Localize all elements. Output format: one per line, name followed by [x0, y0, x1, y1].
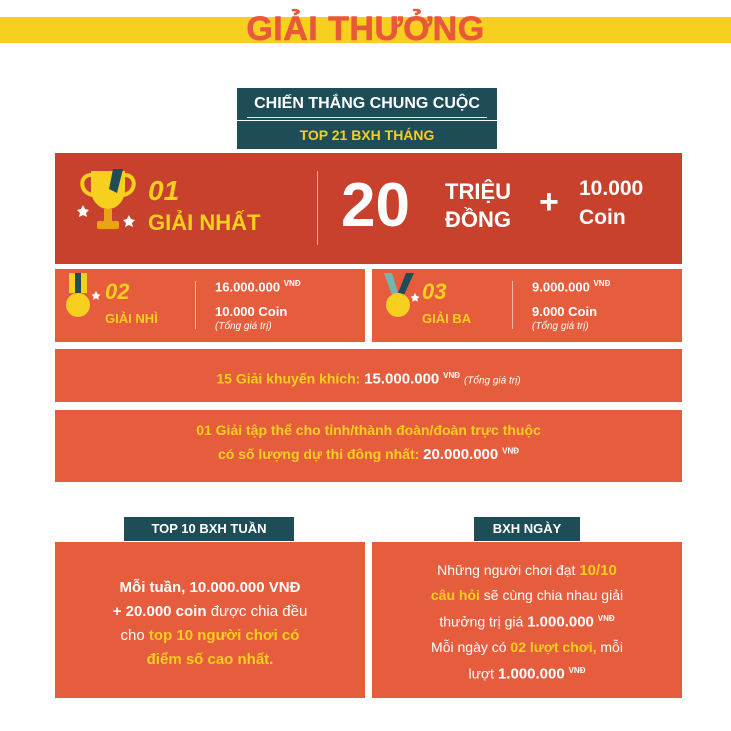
medal-icon: [63, 273, 103, 325]
group-prize-line1: 01 Giải tập thể cho tỉnh/thành đoàn/đoàn trực thuộc: [196, 422, 541, 438]
weekly-text: [55, 576, 365, 672]
third-prize-money: [532, 279, 610, 294]
weekly-line4: [55, 648, 365, 672]
currency-label: VNĐ: [283, 279, 301, 288]
text-fragment: Mỗi tuần,: [119, 579, 186, 596]
third-prize-name: GIẢI BA: [422, 311, 472, 326]
second-prize-number: 02: [105, 279, 130, 304]
second-prize-money: [215, 279, 301, 294]
second-prize-coin: 10.000 Coin: [215, 304, 288, 319]
weekly-highlight: top 10 người chơi có: [148, 627, 300, 644]
weekly-amount: 10.000.000 VNĐ: [189, 579, 301, 596]
third-prize-coin: 9.000 Coin: [532, 304, 598, 319]
trophy-icon: [73, 165, 143, 239]
daily-line5: [372, 659, 682, 687]
header-line1: CHIẾN THẮNG CHUNG CUỘC: [254, 95, 480, 112]
header-rule: [247, 117, 487, 118]
daily-card: [372, 542, 682, 698]
medal-icon: [380, 273, 420, 325]
daily-line1: [372, 558, 682, 583]
plus-sign: +: [539, 183, 559, 221]
group-prize-label: có số lượng dự thi đông nhất:: [217, 446, 420, 462]
tab-daily: BXH NGÀY: [474, 517, 580, 541]
divider: [195, 281, 196, 329]
daily-amount: 1.000.000: [527, 613, 594, 631]
divider: [317, 171, 318, 245]
daily-line3: [372, 607, 682, 635]
divider: [512, 281, 513, 329]
first-prize-coin-amount: 10.000: [579, 177, 644, 200]
first-prize-amount: 20: [341, 171, 410, 240]
currency-label: VNĐ: [593, 279, 611, 288]
weekly-line1: [55, 576, 365, 600]
tab-weekly: TOP 10 BXH TUẦN: [124, 517, 294, 541]
text-fragment: +: [112, 603, 122, 620]
consolation-label: 15 Giải khuyến khích:: [216, 370, 361, 387]
third-prize-money-value: 9.000.000: [532, 279, 590, 295]
first-prize-name: GIẢI NHẤT: [148, 210, 261, 235]
currency-label: VNĐ: [502, 446, 520, 456]
weekly-line2: [55, 600, 365, 624]
third-prize-card: [372, 269, 682, 342]
text-fragment: Mỗi ngày có: [431, 638, 507, 655]
weekly-highlight: điểm số cao nhất.: [146, 651, 274, 668]
currency-label: VNĐ: [597, 614, 615, 623]
text-fragment: được chia đều: [210, 603, 308, 620]
group-prize-line2: [55, 446, 682, 463]
text-fragment: lượt: [468, 665, 495, 682]
daily-highlight: 10/10: [579, 562, 617, 579]
text-fragment: thưởng trị giá: [439, 613, 524, 630]
text-fragment: sẽ cùng chia nhau giải: [483, 587, 624, 603]
consolation-amount: 15.000.000: [364, 370, 440, 388]
third-prize-note: (Tổng giá trị): [532, 321, 589, 332]
daily-amount: 1.000.000: [497, 665, 565, 683]
daily-line4: [372, 635, 682, 659]
text-fragment: Những người chơi đạt: [437, 562, 576, 578]
second-prize-name: GIẢI NHÌ: [105, 311, 158, 326]
daily-highlight: 02 lượt chơi,: [510, 638, 597, 655]
second-prize-note: (Tổng giá trị): [215, 321, 272, 332]
currency-label: VNĐ: [443, 371, 461, 380]
first-prize-card: [55, 153, 682, 264]
consolation-line: [55, 349, 682, 402]
weekly-card: [55, 542, 365, 698]
first-prize-unit-line2: ĐỒNG: [445, 207, 511, 232]
weekly-line3: [55, 624, 365, 648]
first-prize-unit-line1: TRIỆU: [445, 179, 511, 204]
first-prize-coin-label: Coin: [579, 206, 626, 229]
text-fragment: mỗi: [600, 638, 623, 655]
third-prize-number: 03: [422, 279, 447, 304]
group-prize-card: [55, 410, 682, 482]
second-prize-card: [55, 269, 365, 342]
weekly-coin: 20.000 coin: [125, 603, 207, 620]
second-prize-money-value: 16.000.000: [215, 279, 281, 295]
consolation-note: (Tổng giá trị): [463, 375, 521, 387]
daily-text: [372, 558, 682, 686]
daily-highlight: câu hỏi: [430, 587, 480, 603]
consolation-card: [55, 349, 682, 402]
header-sub: TOP 21 BXH THÁNG: [237, 121, 497, 149]
text-fragment: cho: [120, 627, 145, 644]
page-title: GIẢI THƯỞNG: [246, 10, 485, 48]
group-prize-amount: 20.000.000: [423, 446, 499, 463]
currency-label: VNĐ: [568, 665, 586, 675]
daily-line2: [372, 583, 682, 607]
header-main: [237, 88, 497, 120]
first-prize-number: 01: [148, 175, 180, 206]
